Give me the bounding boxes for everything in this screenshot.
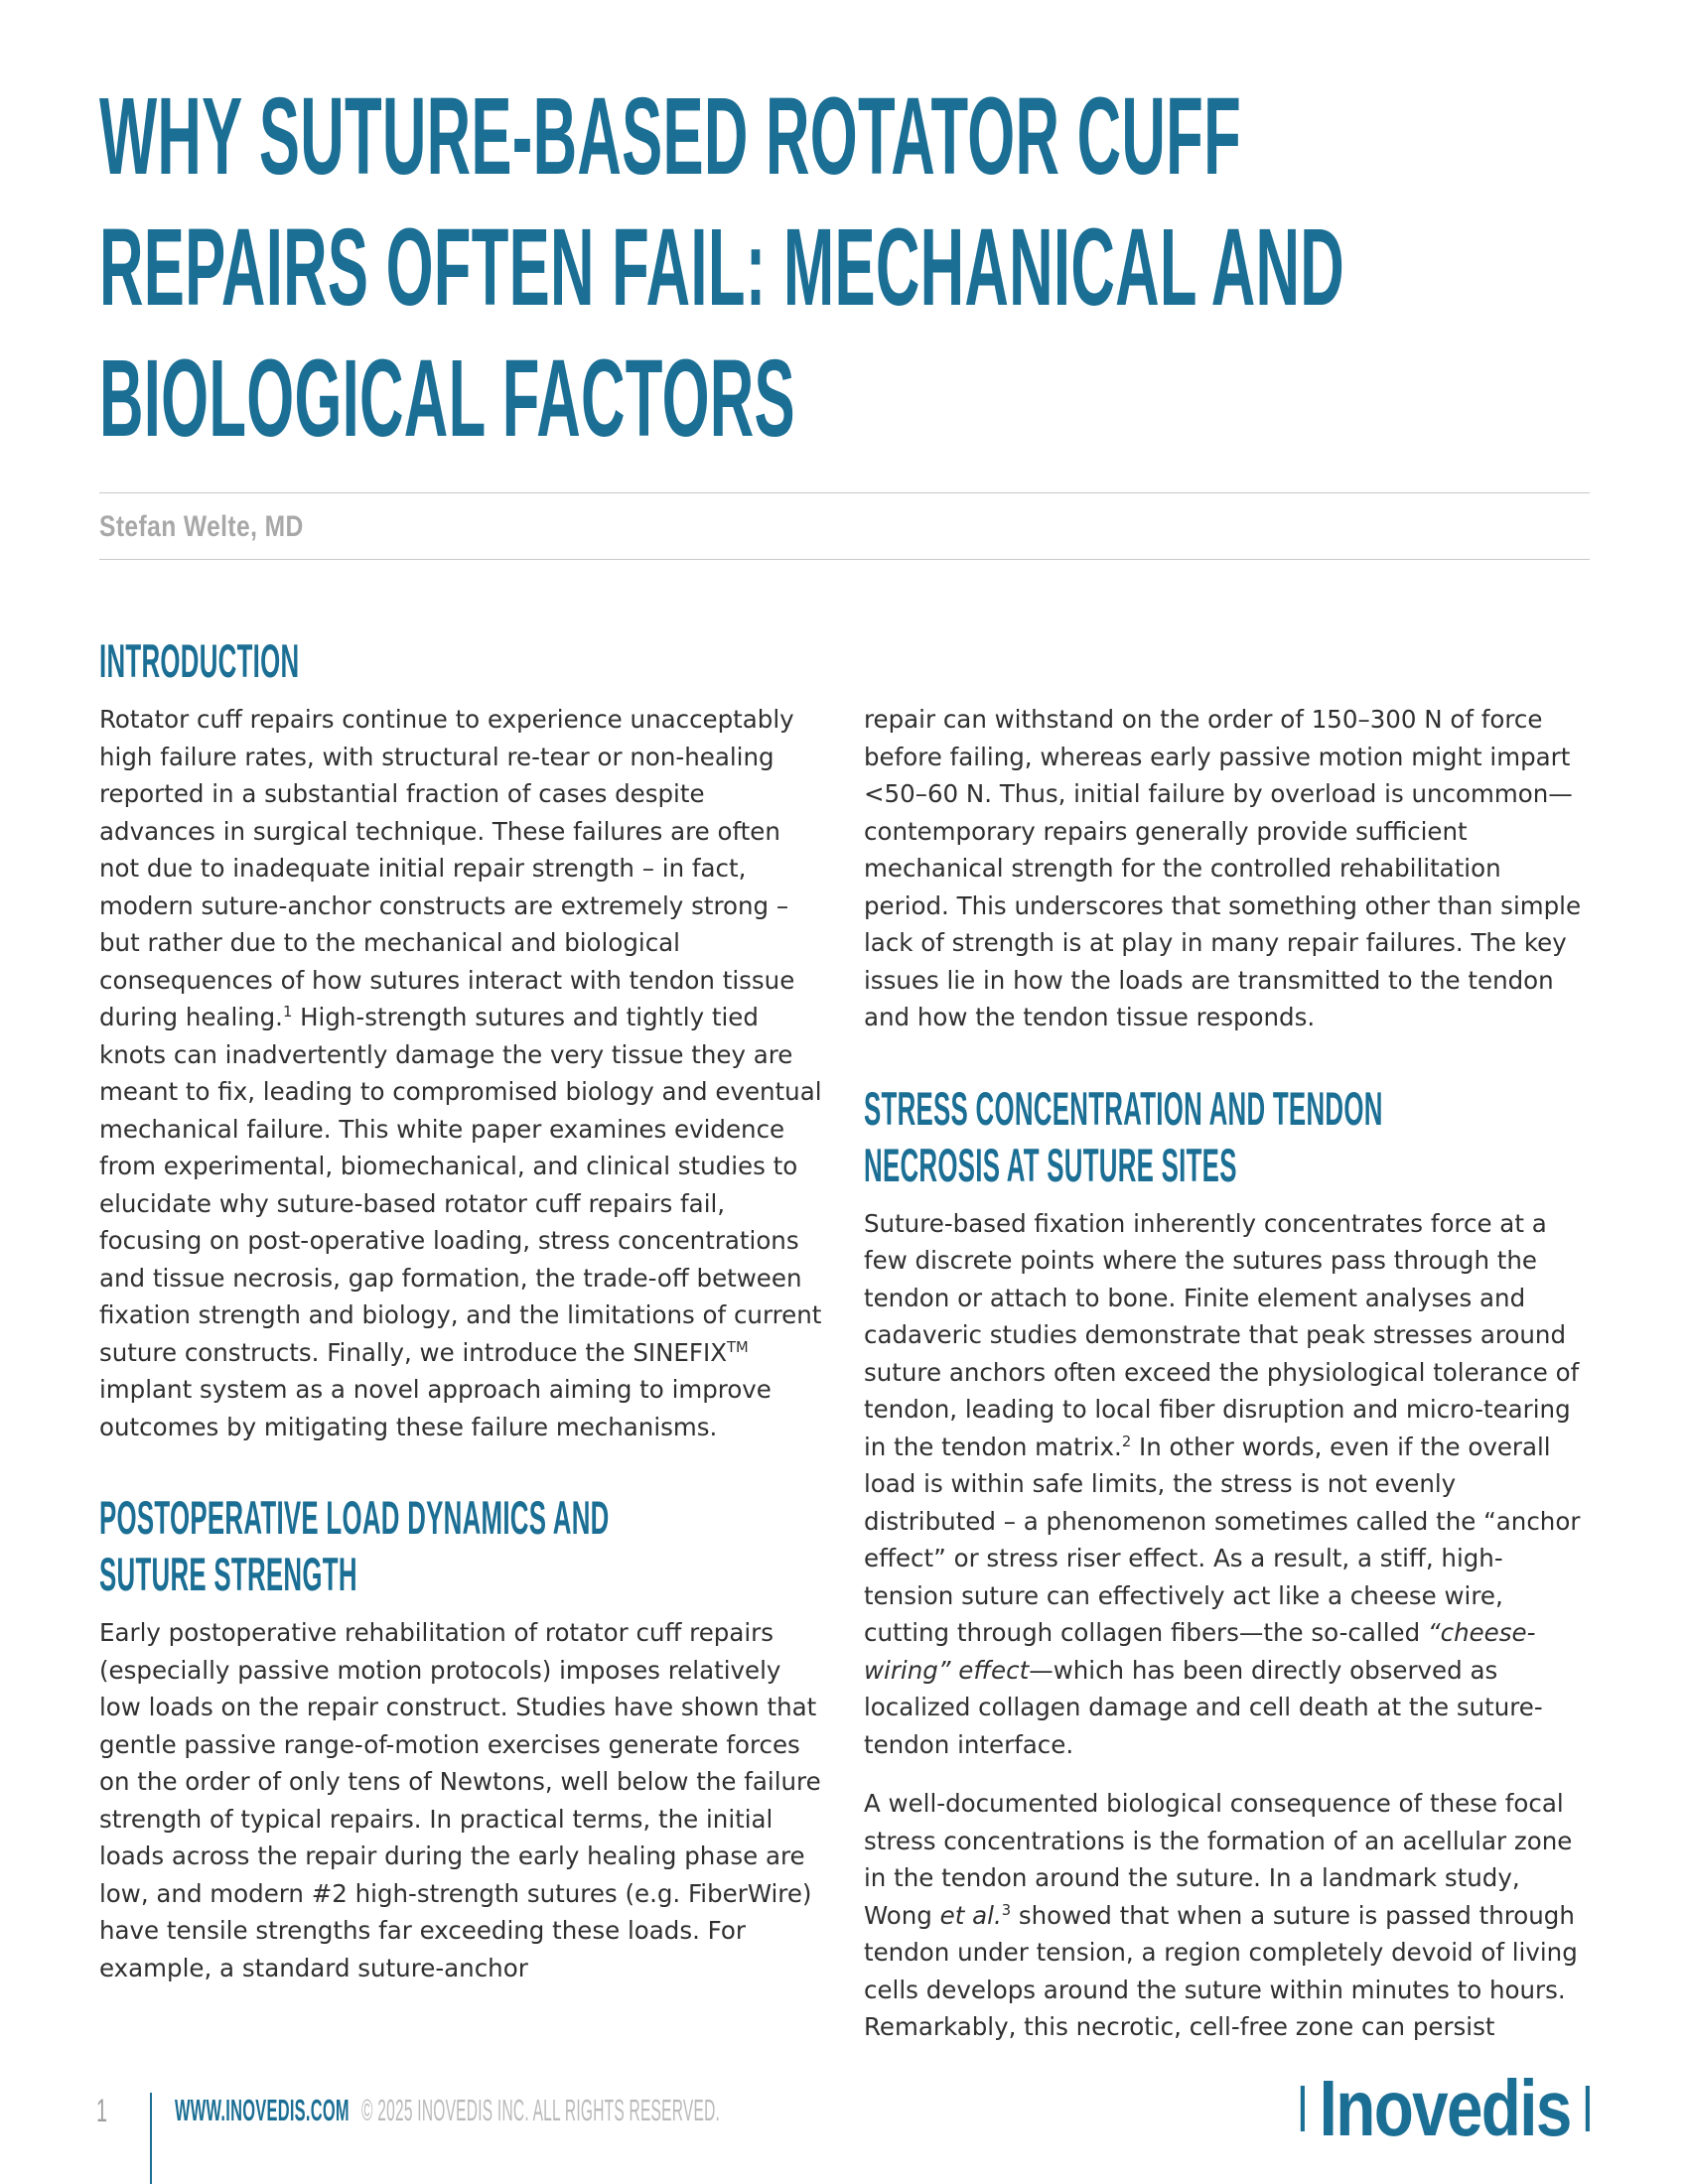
text-run: A well-documented biological consequence of these focal stress concentrations is the formation of an acellular zone in the tendon around the suture. In a landmark study, Wong bbox=[864, 1789, 1573, 1930]
two-column-body bbox=[99, 632, 1590, 2068]
text-run: showed that when a suture is passed through tendon under tension, a region completely devoid of living cells develops around the suture within minutes to hours. Remarkably, this necrotic, cell-free zone can persist bbox=[864, 1900, 1578, 2041]
footer-divider-line bbox=[150, 2093, 152, 2184]
text-run: repair can withstand on the order of 150–300 N of force before failing, whereas early passive motion might impart <50–60 N. Thus, initial failure by overload is uncommon—contemporary repairs generally provide sufficient mechanical strength for the controlled rehabilitation period. This underscores that something other than simple lack of strength is at play in many repair failures. The key issues lie in how the loads are transmitted to the tendon and how the tendon tissue responds. bbox=[864, 705, 1582, 1031]
body-paragraph bbox=[99, 1614, 825, 1986]
logo-wordmark: Inovedis bbox=[1320, 2064, 1572, 2152]
superscript-reference: 2 bbox=[1121, 1433, 1132, 1450]
body-paragraph bbox=[99, 701, 825, 1445]
text-run: Suture-based fixation inherently concentrates force at a few discrete points where the sutures pass through the tendon or attach to bone. Finite element analyses and cadaveric studies demonstrate that peak stresses around suture anchors often exceed the physiological tolerance of tendon, leading to local fiber disruption and micro-tearing in the tendon matrix. bbox=[864, 1208, 1580, 1461]
body-paragraph bbox=[864, 1785, 1590, 2046]
logo-right-bar bbox=[1586, 2086, 1590, 2131]
superscript-reference: TM bbox=[727, 1338, 749, 1356]
section-heading bbox=[864, 1080, 1590, 1193]
section-heading bbox=[99, 632, 825, 689]
text-run: Early postoperative rehabilitation of rotator cuff repairs (especially passive motion protocols) imposes relatively low loads on the repair construct. Studies have shown that gentle passive range-of-motion exercises generate forces on the order of only tens of Newtons, well below the failure strength of typical repairs. In practical terms, the initial loads across the repair during the early healing phase are low, and modern #2 high-strength sutures (e.g. FiberWire) have tensile strengths far exceeding these loads. For example, a standard suture-anchor bbox=[99, 1618, 821, 1982]
document-title bbox=[99, 71, 1590, 465]
footer-copyright-text: © 2025 INOVEDIS INC. ALL RIGHTS RESERVED. bbox=[361, 2093, 721, 2127]
section-heading-line: INTRODUCTION bbox=[99, 634, 300, 687]
text-run: Rotator cuff repairs continue to experience unacceptably high failure rates, with structural re-tear or non-healing reported in a substantial fraction of cases despite advances in surgical technique. These failures are often not due to inadequate initial repair strength – in fact, modern suture-anchor constructs are extremely strong – but rather due to the mechanical and biological consequences of how sutures interact with tendon tissue during healing. bbox=[99, 705, 795, 1031]
text-run: —which has been directly observed as localized collagen damage and cell death at the suture-tendon interface. bbox=[864, 1655, 1543, 1759]
italic-text-run: “cheese-wiring” effect bbox=[864, 1618, 1536, 1685]
page-number: 1 bbox=[96, 2093, 108, 2128]
right-column bbox=[864, 632, 1590, 2068]
title-line-2: REPAIRS OFTEN FAIL: MECHANICAL AND bbox=[99, 206, 1345, 329]
body-paragraph bbox=[864, 1205, 1590, 1764]
italic-text-run: et al. bbox=[939, 1900, 1002, 1930]
left-column bbox=[99, 632, 825, 2008]
author-band bbox=[99, 492, 1590, 560]
section-heading-line: NECROSIS AT SUTURE SITES bbox=[864, 1138, 1237, 1191]
superscript-reference: 3 bbox=[1001, 1901, 1012, 1919]
text-run: High-strength sutures and tightly tied knots can inadvertently damage the very tissue they are meant to fix, leading to compromised biology and eventual mechanical failure. This white paper examines evidence from experimental, biomechanical, and clinical studies to elucidate why suture-based rotator cuff repairs fail, focusing on post-operative loading, stress concentrations and tissue necrosis, gap formation, the trade-off between fixation strength and biology, and the limitations of current suture constructs. Finally, we introduce the SINEFIX bbox=[99, 1003, 822, 1367]
logo-left-bar bbox=[1301, 2086, 1305, 2131]
text-run: In other words, even if the overall load is within safe limits, the stress is not evenly distributed – a phenomenon sometimes called the “anchor effect” or stress riser effect. As a result, a stiff, high-tension suture can effectively act like a cheese wire, cutting through collagen fibers—the so-called bbox=[864, 1432, 1581, 1647]
superscript-reference: 1 bbox=[282, 1003, 293, 1021]
inovedis-logo bbox=[1301, 2064, 1590, 2152]
section-heading-line: STRESS CONCENTRATION AND TENDON bbox=[864, 1081, 1383, 1135]
author-name: Stefan Welte, MD bbox=[99, 510, 304, 543]
section-heading bbox=[99, 1489, 825, 1602]
page-content bbox=[99, 0, 1590, 2068]
text-run: implant system as a novel approach aiming to improve outcomes by mitigating these failure mechanisms. bbox=[99, 1375, 772, 1441]
section-heading-line: SUTURE STRENGTH bbox=[99, 1548, 357, 1600]
body-paragraph bbox=[864, 701, 1590, 1036]
section-heading-line: POSTOPERATIVE LOAD DYNAMICS AND bbox=[99, 1491, 610, 1544]
title-line-3: BIOLOGICAL FACTORS bbox=[99, 338, 795, 460]
footer-website-url[interactable]: WWW.INOVEDIS.COM bbox=[175, 2093, 350, 2127]
title-line-1: WHY SUTURE-BASED ROTATOR CUFF bbox=[99, 75, 1241, 198]
